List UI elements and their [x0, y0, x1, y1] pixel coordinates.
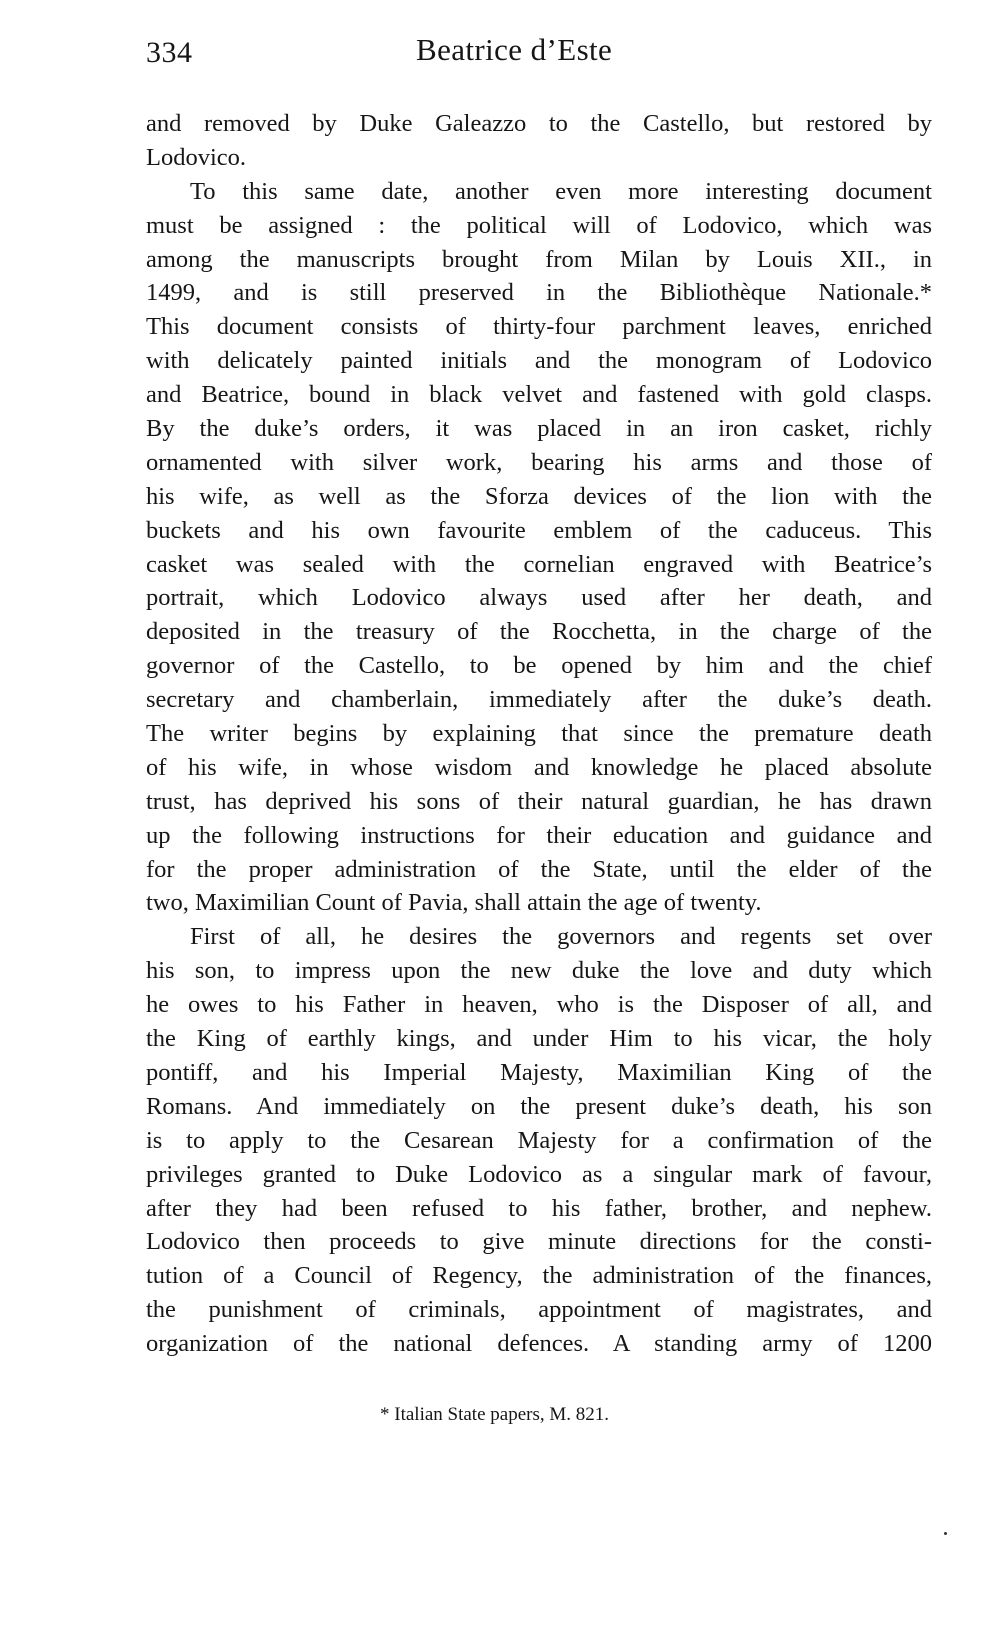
text-line: The writer begins by explaining that since the premature death [146, 720, 932, 748]
text-line: This document consists of thirty-four parchment leaves, enriched [146, 313, 932, 341]
text-line: trust, has deprived his sons of their natural guardian, he has drawn [146, 787, 932, 815]
text-line: First of all, he desires the governors and regents set over [190, 923, 932, 951]
print-speck [944, 1532, 947, 1535]
text-line: Lodovico. [146, 143, 247, 171]
text-line: secretary and chamberlain, immediately after the duke’s death. [146, 686, 932, 714]
text-line: the punishment of criminals, appointment of magistrates, and [146, 1296, 932, 1324]
text-line: of his wife, in whose wisdom and knowledge he placed absolute [146, 753, 932, 781]
text-line: after they had been refused to his father, brother, and nephew. [146, 1194, 932, 1222]
text-line: By the duke’s orders, it was placed in an iron casket, richly [146, 415, 932, 443]
text-line: his son, to impress upon the new duke the love and duty which [146, 957, 932, 985]
text-line: Romans. And immediately on the present duke’s death, his son [146, 1092, 932, 1120]
text-line: organization of the national defences. A standing army of 1200 [146, 1330, 932, 1358]
text-line: deposited in the treasury of the Rocchetta, in the charge of the [146, 618, 932, 646]
text-line: ornamented with silver work, bearing his arms and those of [146, 448, 932, 476]
running-title: Beatrice d’Este [416, 32, 613, 67]
text-line: two, Maximilian Count of Pavia, shall attain the age of twenty. [146, 889, 762, 917]
text-line: privileges granted to Duke Lodovico as a singular mark of favour, [146, 1160, 932, 1188]
text-line: 1499, and is still preserved in the Bibliothèque Nationale.* [146, 279, 932, 307]
body-text [146, 107, 932, 1361]
footnote: * Italian State papers, M. 821. [380, 1404, 610, 1425]
text-line: tution of a Council of Regency, the administration of the finances, [146, 1262, 932, 1290]
text-line: must be assigned : the political will of Lodovico, which was [146, 211, 932, 239]
text-line: portrait, which Lodovico always used after her death, and [146, 584, 932, 612]
text-line: for the proper administration of the State, until the elder of the [146, 855, 932, 883]
text-line: is to apply to the Cesarean Majesty for a confirmation of the [146, 1126, 932, 1154]
text-line: governor of the Castello, to be opened by him and the chief [146, 652, 932, 680]
text-line: pontiff, and his Imperial Majesty, Maximilian King of the [146, 1058, 932, 1086]
text-line: his wife, as well as the Sforza devices of the lion with the [146, 482, 932, 510]
text-line: he owes to his Father in heaven, who is the Disposer of all, and [146, 991, 932, 1019]
page-number: 334 [146, 36, 193, 69]
text-line: buckets and his own favourite emblem of the caduceus. This [146, 516, 932, 544]
text-line: with delicately painted initials and the monogram of Lodovico [146, 347, 932, 375]
text-line: To this same date, another even more interesting document [190, 177, 932, 205]
page-header [146, 32, 932, 76]
text-line: Lodovico then proceeds to give minute directions for the consti- [146, 1228, 932, 1256]
text-line: the King of earthly kings, and under Him to his vicar, the holy [146, 1025, 932, 1053]
text-line: casket was sealed with the cornelian engraved with Beatrice’s [146, 550, 932, 578]
text-line: and Beatrice, bound in black velvet and fastened with gold clasps. [146, 381, 932, 409]
text-line: up the following instructions for their education and guidance and [146, 821, 932, 849]
text-line: and removed by Duke Galeazzo to the Castello, but restored by [146, 110, 932, 137]
text-line: among the manuscripts brought from Milan by Louis XII., in [146, 245, 932, 273]
